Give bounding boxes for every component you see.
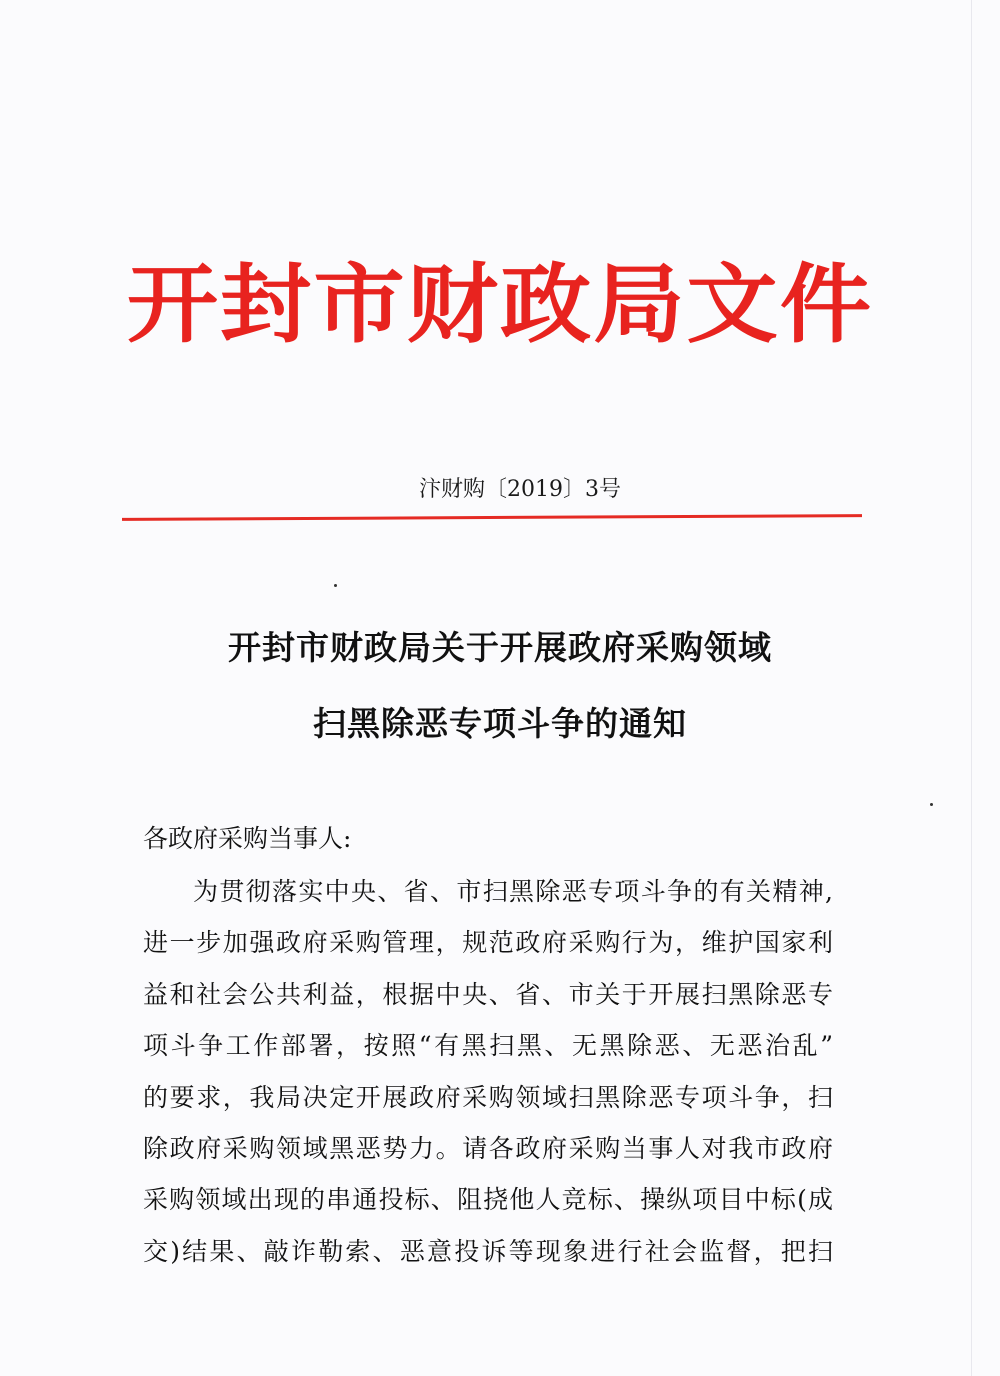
scan-speck — [930, 803, 933, 806]
body-line: 采购领域出现的串通投标、阻挠他人竞标、操纵项目中标(成 — [143, 1185, 833, 1215]
body-line: 进一步加强政府采购管理，规范政府采购行为，维护国家利 — [143, 928, 833, 958]
scan-speck — [334, 584, 337, 587]
salutation: 各政府采购当事人: — [143, 824, 352, 853]
body-line: 项斗争工作部署，按照“有黑扫黑、无黑除恶、无恶治乱” — [143, 1031, 833, 1061]
document-header-title: 开封市财政局文件 — [126, 254, 874, 355]
red-divider-line — [122, 514, 862, 521]
body-line: 为贯彻落实中央、省、市扫黑除恶专项斗争的有关精神, — [193, 877, 833, 906]
notice-body — [143, 866, 833, 1277]
page-edge — [971, 0, 972, 1376]
notice-title-line-2: 扫黑除恶专项斗争的通知 — [313, 704, 687, 743]
body-line: 的要求，我局决定开展政府采购领域扫黑除恶专项斗争，扫 — [143, 1082, 833, 1112]
document-number: 汴财购〔2019〕3号 — [419, 477, 621, 502]
notice-title-line-1: 开封市财政局关于开展政府采购领域 — [228, 628, 772, 667]
body-line: 益和社会公共利益，根据中央、省、市关于开展扫黑除恶专 — [143, 979, 833, 1009]
body-line: 除政府采购领域黑恶势力。请各政府采购当事人对我市政府 — [143, 1134, 833, 1164]
body-line: 交)结果、敲诈勒索、恶意投诉等现象进行社会监督，把扫 — [143, 1236, 833, 1266]
